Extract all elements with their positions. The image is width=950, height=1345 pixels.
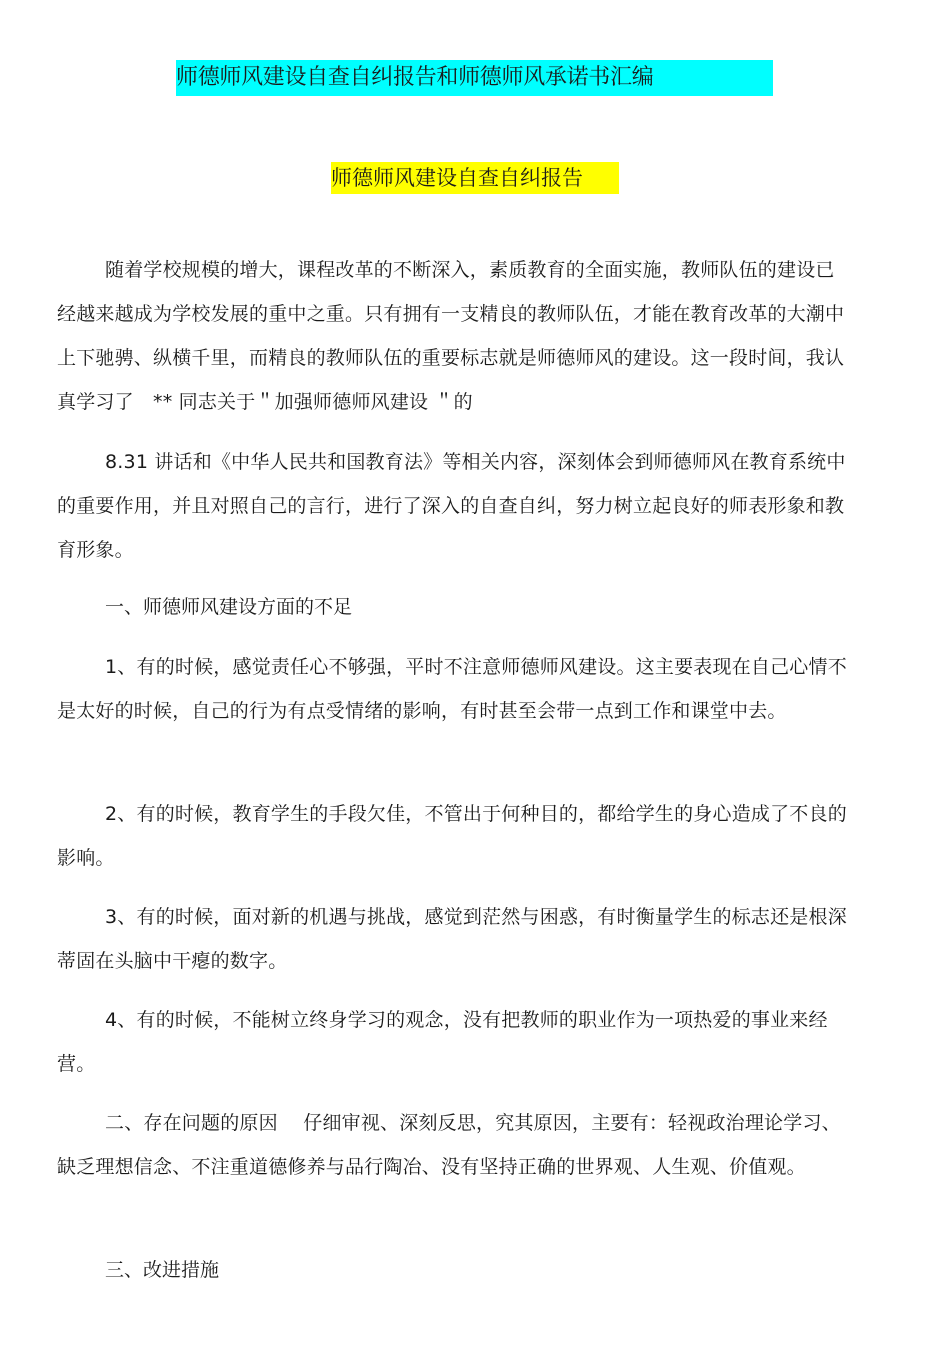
list-item-2: 2、有的时候，教育学生的手段欠佳，不管出于何种目的，都给学生的身心造成了不良的影响。 [57, 803, 847, 869]
intro-continuation-paragraph: 8.31 讲话和《中华人民共和国教育法》等相关内容，深刻体会到师德师风在教育系统中的重要作用，并且对照自己的言行，进行了深入的自查自纠，努力树立起良好的师表形象和教育形象。 [57, 451, 846, 561]
section-heading-shortcomings: 一、师德师风建设方面的不足 [105, 596, 353, 618]
list-item-3: 3、有的时候，面对新的机遇与挑战，感觉到茫然与困惑，有时衡量学生的标志还是根深蒂固在头脑中干瘪的数字。 [57, 906, 847, 972]
list-item-1: 1、有的时候，感觉责任心不够强，平时不注意师德师风建设。这主要表现在自己心情不是太好的时候，自己的行为有点受情绪的影响，有时甚至会带一点到工作和课堂中去。 [57, 656, 847, 722]
report-subtitle: 师德师风建设自查自纠报告 [331, 162, 619, 194]
intro-paragraph: 随着学校规模的增大，课程改革的不断深入，素质教育的全面实施，教师队伍的建设已经越来越成为学校发展的重中之重。只有拥有一支精良的教师队伍，才能在教育改革的大潮中上下驰骋、纵横千里，而精良的教师队伍的重要标志就是师德师风的建设。这一段时间，我认真学习了 ** 同志关于＂加强师德师风建设 ＂的 [57, 259, 845, 413]
document-main-title: 师德师风建设自查自纠报告和师德师风承诺书汇编 [176, 60, 773, 96]
section-heading-measures: 三、改进措施 [105, 1259, 220, 1281]
list-item-4: 4、有的时候，不能树立终身学习的观念，没有把教师的职业作为一项热爱的事业来经营。 [57, 1009, 828, 1075]
section-causes-paragraph: 二、存在问题的原因 仔细审视、深刻反思，究其原因，主要有：轻视政治理论学习、缺乏理想信念、不注重道德修养与品行陶冶、没有坚持正确的世界观、人生观、价值观。 [57, 1112, 841, 1178]
